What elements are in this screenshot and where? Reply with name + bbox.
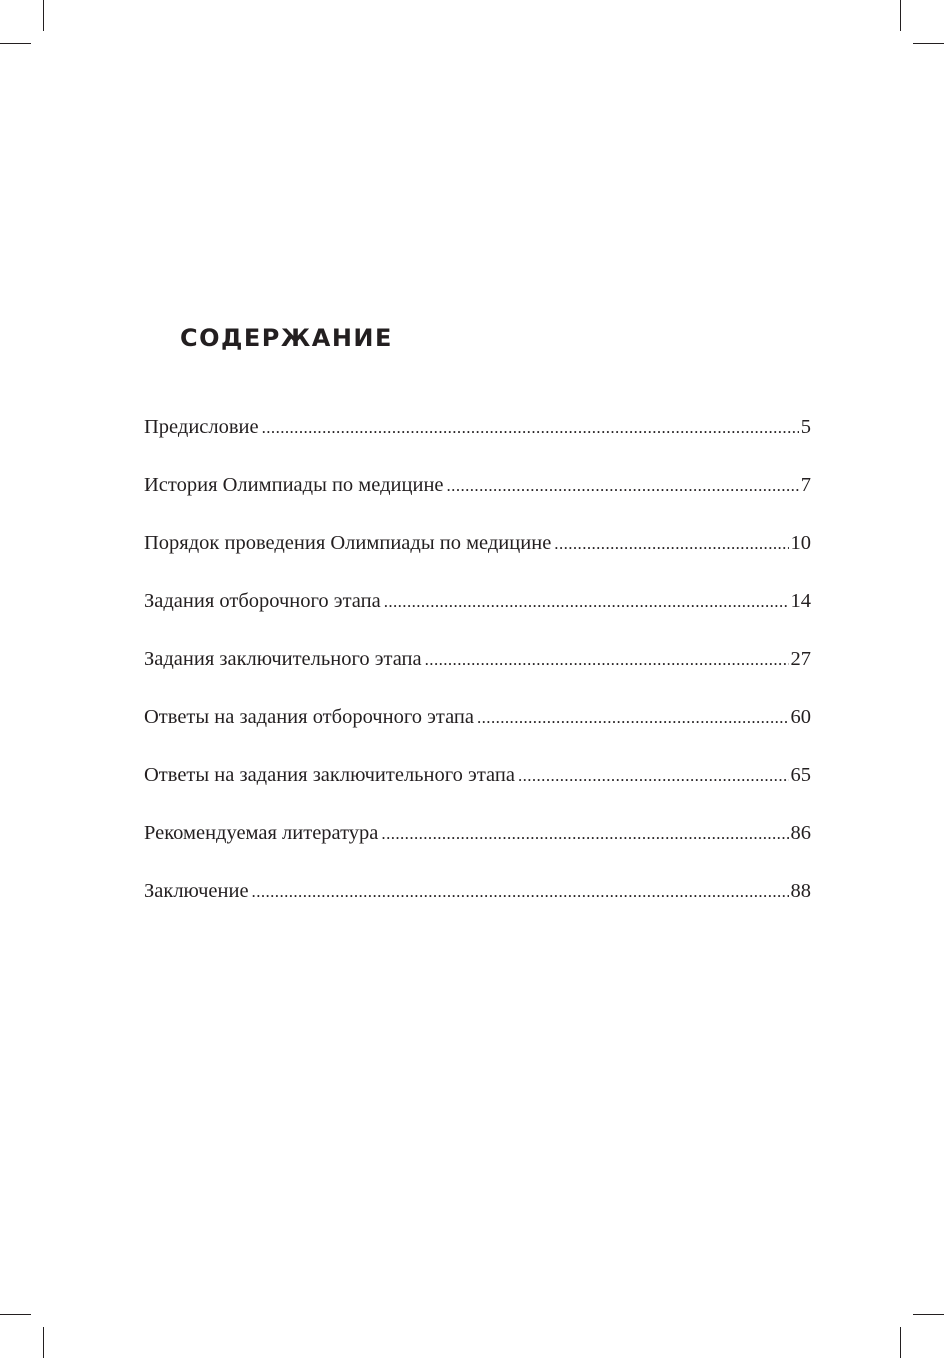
toc-entry-label: Рекомендуемая литература [144,822,379,844]
toc-entry [144,642,811,700]
toc-entry-page: 14 [790,590,811,612]
toc-dot-leader [477,701,789,735]
toc-entry [144,468,811,526]
crop-mark-top-right-horizontal [913,43,944,44]
crop-mark-bottom-left-horizontal [0,1314,31,1315]
toc-dot-leader [252,875,789,909]
toc-dot-leader [381,817,788,851]
toc-entry [144,410,811,468]
toc-entry-page: 7 [800,474,811,496]
toc-dot-leader [518,759,789,793]
crop-mark-bottom-right-vertical [900,1327,901,1358]
toc-entry-label: Заключение [144,880,249,902]
crop-mark-top-right-vertical [900,0,901,31]
toc-entry-page: 5 [800,416,811,438]
toc-entry-page: 65 [790,764,811,786]
toc-list [144,410,811,932]
toc-entry-label: Задания заключительного этапа [144,648,422,670]
toc-dot-leader [554,527,788,561]
crop-mark-bottom-left-vertical [43,1327,44,1358]
toc-dot-leader [425,643,789,677]
toc-entry-label: История Олимпиады по медицине [144,474,444,496]
toc-entry-label: Задания отборочного этапа [144,590,381,612]
toc-dot-leader [384,585,789,619]
toc-entry-page: 10 [790,532,811,554]
toc-entry [144,758,811,816]
toc-title: СОДЕРЖАНИЕ [180,324,393,352]
toc-dot-leader [262,411,799,445]
toc-entry-page: 88 [790,880,811,902]
toc-entry [144,584,811,642]
toc-entry-label: Порядок проведения Олимпиады по медицине [144,532,552,554]
toc-entry [144,816,811,874]
crop-mark-bottom-right-horizontal [913,1314,944,1315]
toc-entry-page: 27 [790,648,811,670]
toc-entry-label: Ответы на задания заключительного этапа [144,764,515,786]
toc-entry-label: Ответы на задания отборочного этапа [144,706,474,728]
toc-entry [144,700,811,758]
crop-mark-top-left-horizontal [0,43,31,44]
toc-entry-page: 60 [790,706,811,728]
toc-entry [144,874,811,932]
crop-mark-top-left-vertical [43,0,44,31]
toc-entry [144,526,811,584]
toc-entry-label: Предисловие [144,416,259,438]
toc-dot-leader [447,469,799,503]
toc-entry-page: 86 [790,822,811,844]
